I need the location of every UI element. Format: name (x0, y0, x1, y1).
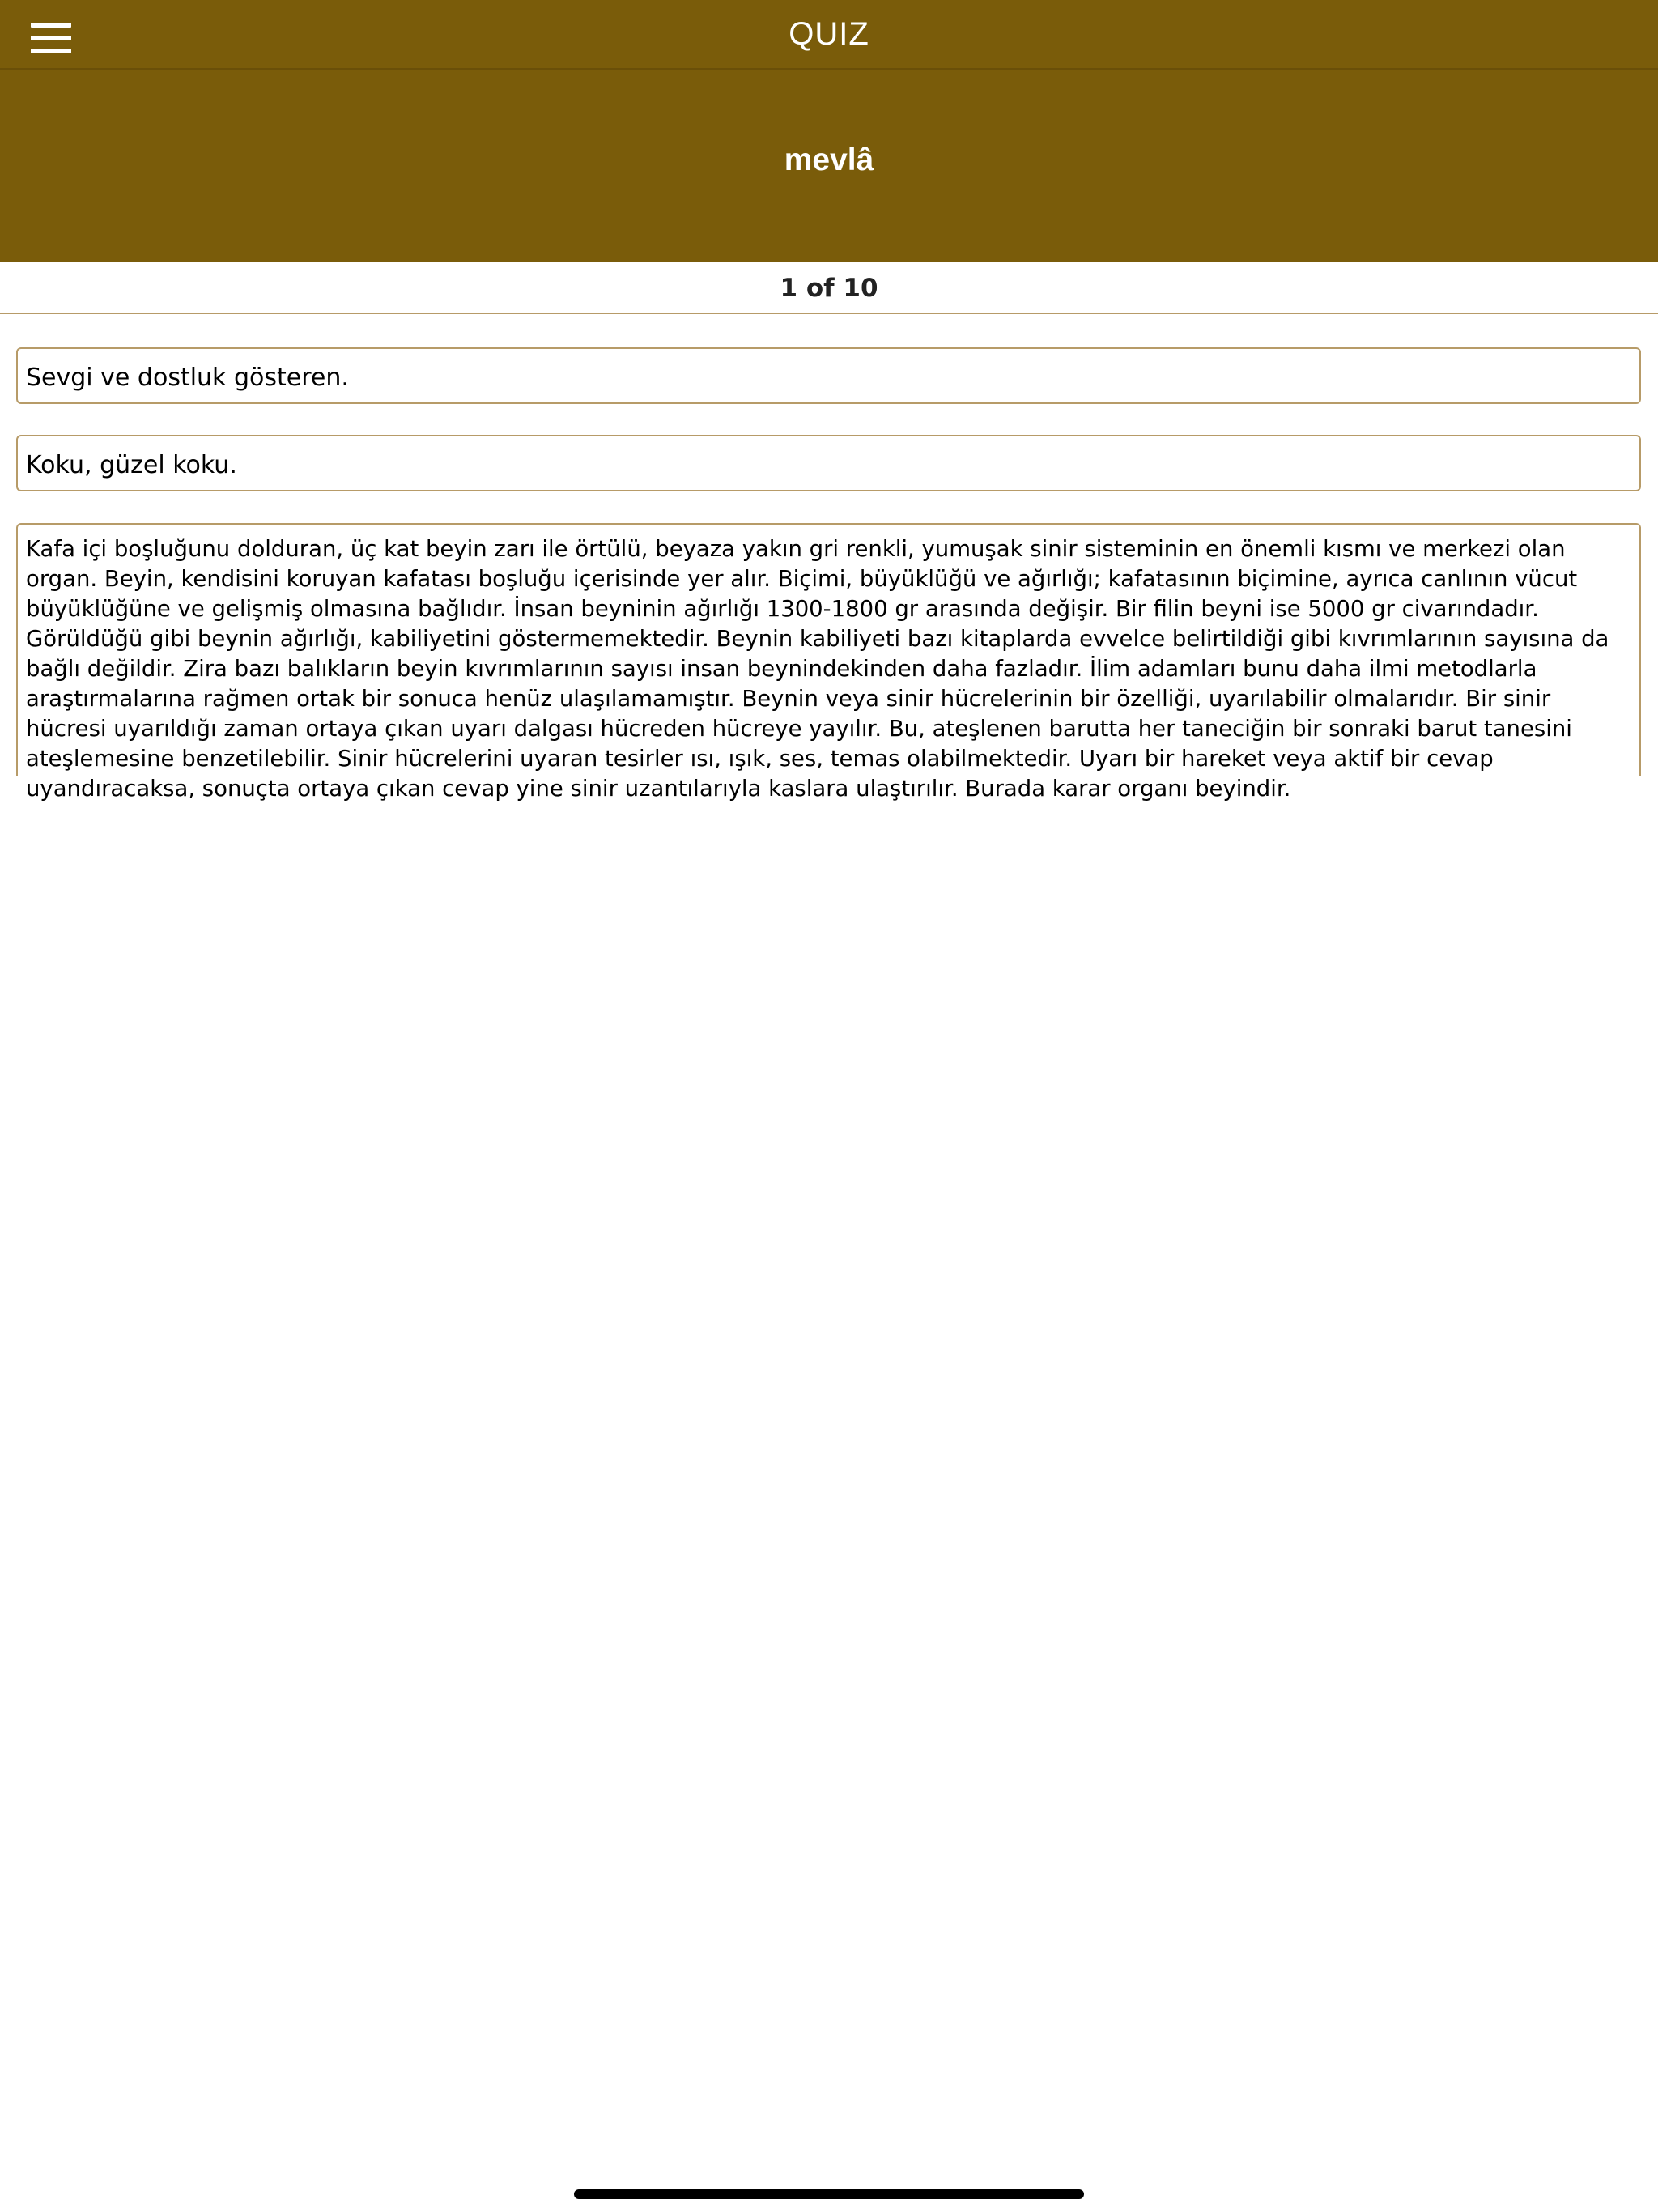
question-word: mevlâ (784, 143, 874, 177)
navigation-bar (0, 0, 1658, 70)
nav-title: QUIZ (789, 16, 869, 52)
answer-option-1[interactable]: Sevgi ve dostluk gösteren. (16, 347, 1641, 404)
answer-option-3[interactable]: Kafa içi boşluğunu dolduran, üç kat beyin zarı ile örtülü, beyaza yakın gri renkli, yumuşak sinir sisteminin en önemli kısmı ve merkezi olan organ. Beyin, kendisini koruyan kafatası boşluğu içerisinde yer alır. Biçimi, büyüklüğü ve ağırlığı; kafatasının biçimine, ayrıca canlının vücut büyüklüğüne ve gelişmiş olmasına bağlıdır. İnsan beyninin ağırlığı 1300-1800 gr arasında değişir. Bir filin beyni ise 5000 gr civarındadır. Görüldüğü gibi beynin ağırlığı, kabiliyetini göstermemektedir. Beynin kabiliyeti bazı kitaplarda evvelce belirtildiği gibi kıvrımlarının sayısına da bağlı değildir. Zira bazı balıkların beyin kıvrımlarının sayısı insan beynindekinden daha fazladır. İlim adamları bunu daha ilmi metodlarla araştırmalarına rağmen ortak bir sonuca henüz ulaşılamamıştır. Beynin veya sinir hücrelerinin bir özelliği, uyarılabilir olmalarıdır. Bir sinir hücresi uyarıldığı zaman ortaya çıkan uyarı dalgası hücreden hücreye yayılır. Bu, ateşlenen barutta her taneciğin bir sonraki barut tanesini ateşlemesine benzetilebilir. Sinir hücrelerini uyaran tesirler ısı, ışık, ses, temas olabilmektedir. Uyarı bir hareket veya aktif bir cevap uyandıracaksa, sonuçta ortaya çıkan cevap yine sinir uzantılarıyla kaslara ulaştırılır. Burada karar organı beyindir. (16, 523, 1641, 776)
question-header (0, 70, 1658, 262)
home-indicator[interactable] (574, 2189, 1084, 2199)
answer-option-2[interactable]: Koku, güzel koku. (16, 435, 1641, 491)
progress-text: 1 of 10 (780, 274, 878, 303)
progress-indicator (0, 262, 1658, 314)
